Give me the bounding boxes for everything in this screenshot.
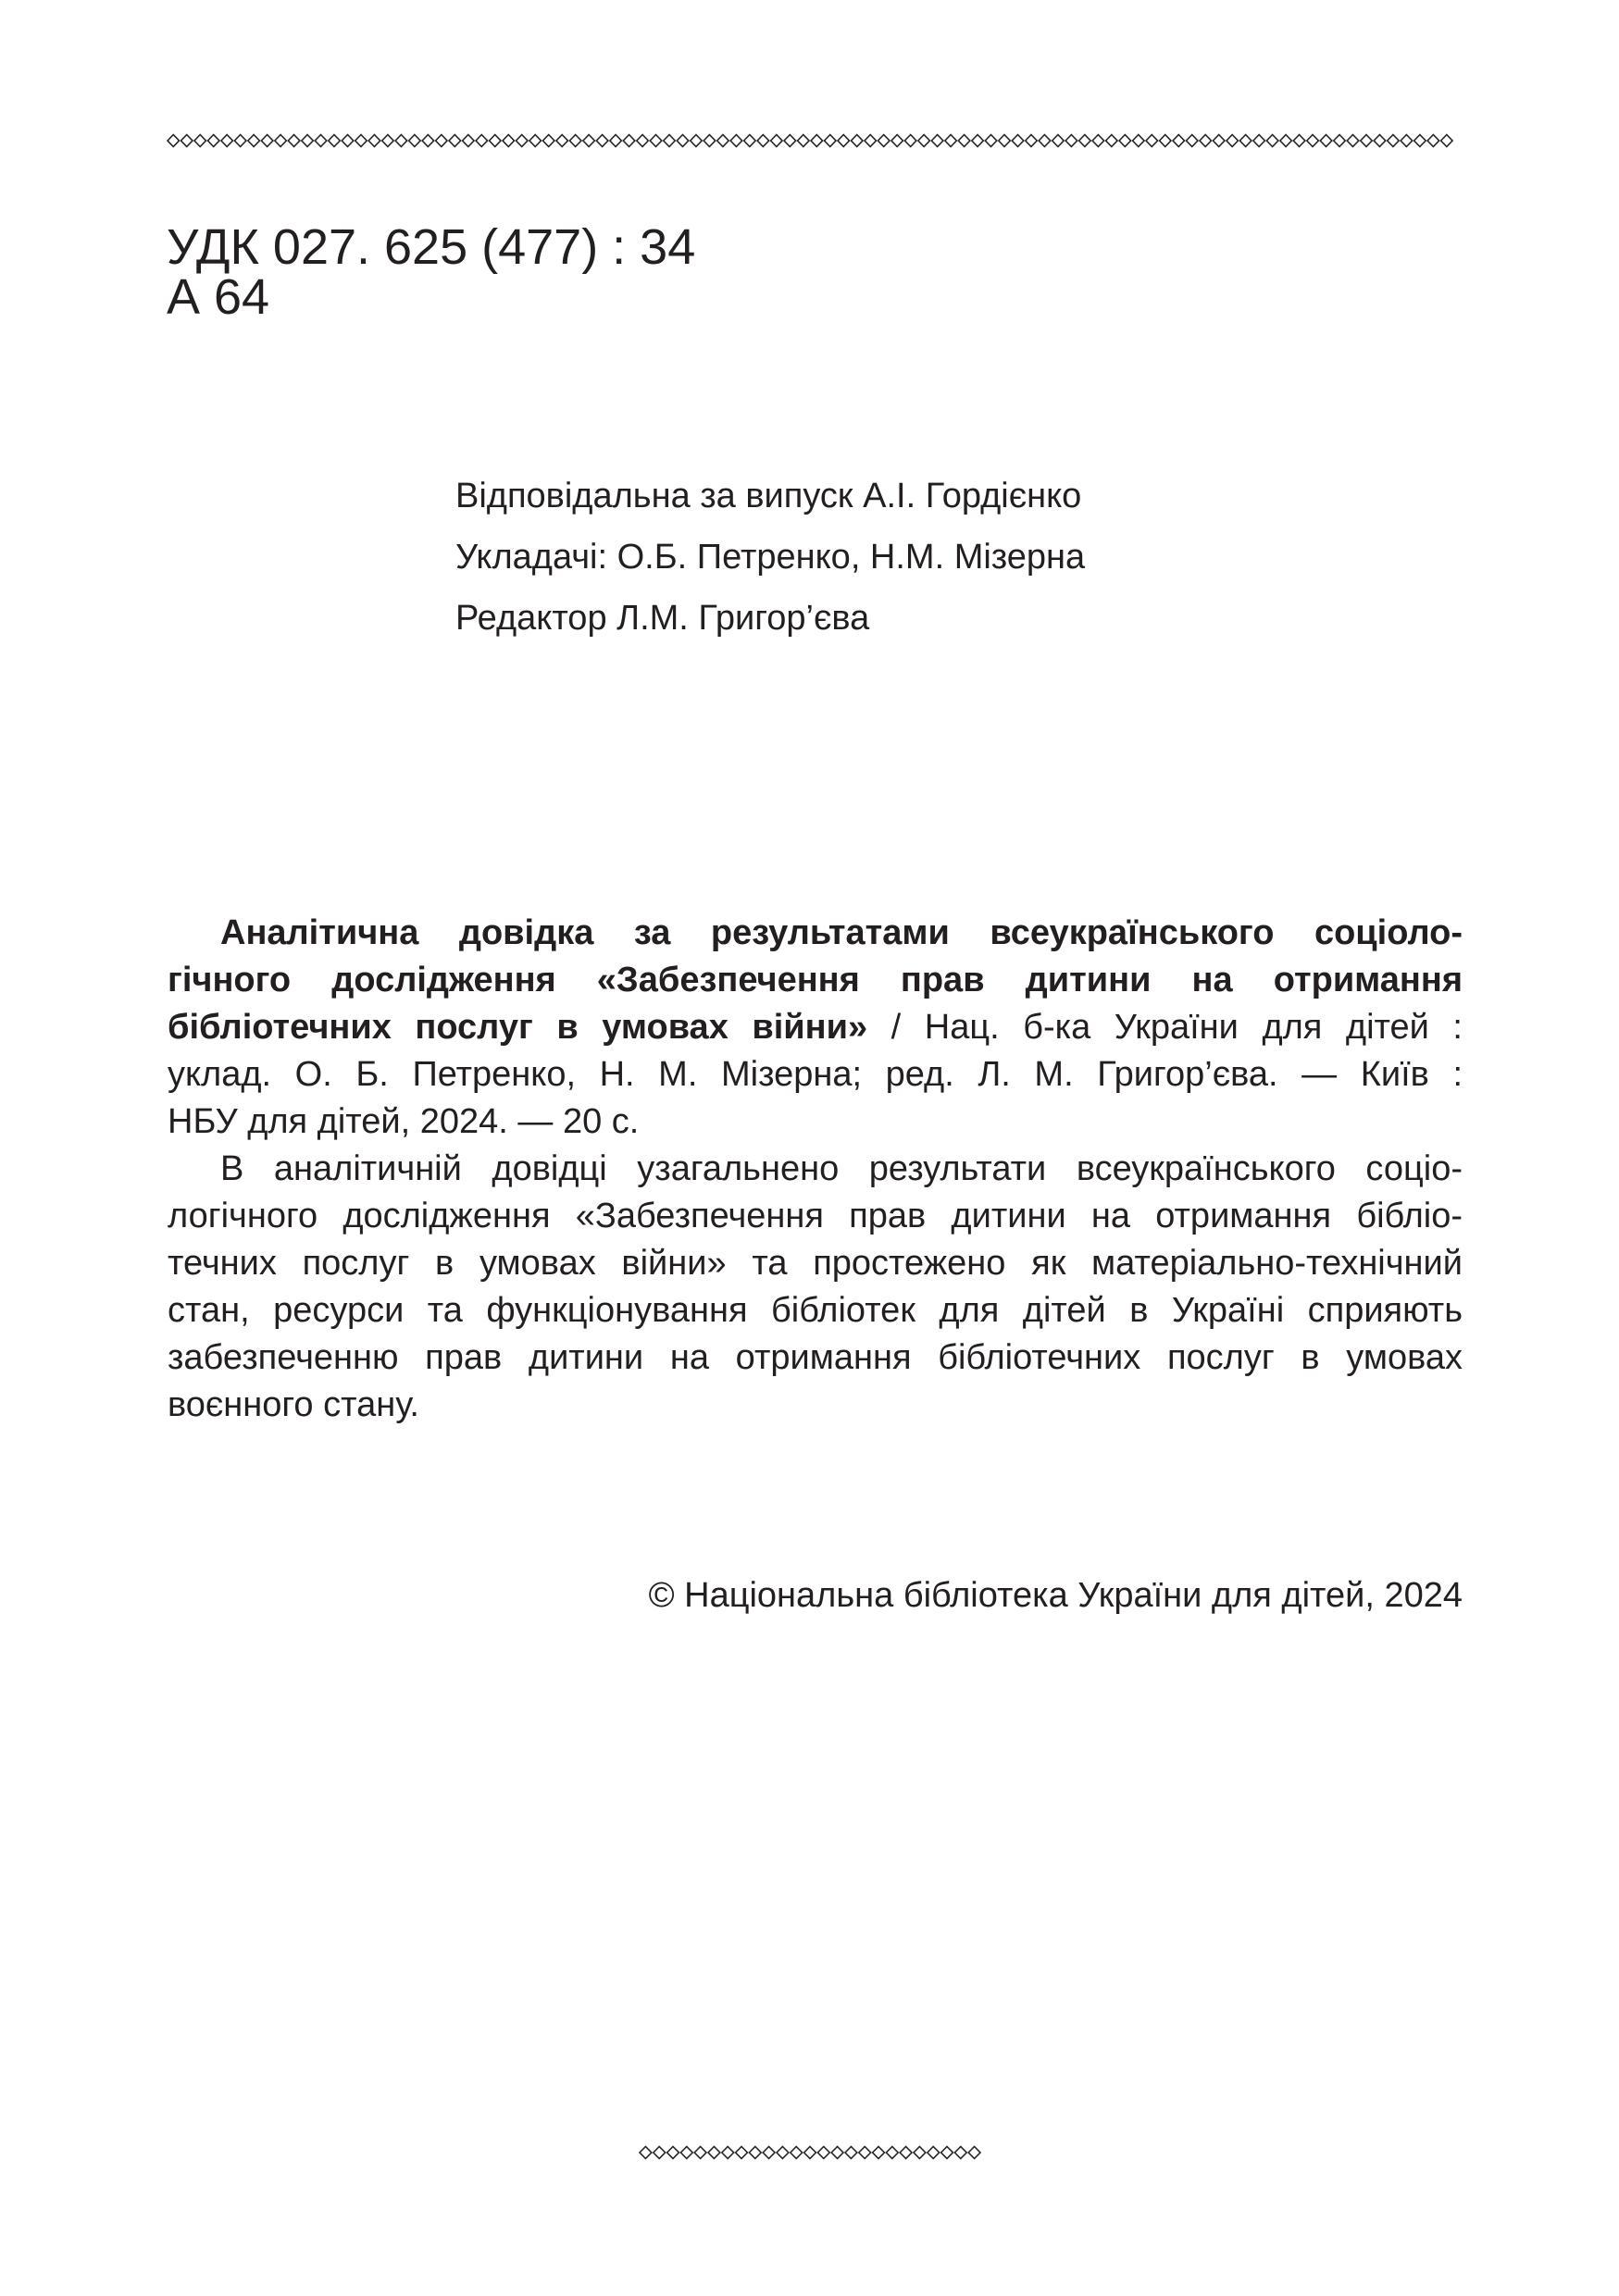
author-sign: А 64 <box>167 269 270 325</box>
copyright-notice: © Національна бібліотека України для дітей, 2024 <box>648 1576 1463 1615</box>
bottom-ornament <box>639 2141 981 2164</box>
abstract-line: воєнного стану. <box>168 1385 419 1424</box>
responsible-person: Відповідальна за випуск А.І. Гордієнко <box>455 477 1082 515</box>
editor: Редактор Л.М. Григор’єва <box>455 599 870 638</box>
bibliographic-tail: / Нац. б-ка України для дітей : <box>867 1008 1463 1047</box>
title-line: бібліотечних послуг в умовах війни» / Нац. б-ка України для дітей : <box>168 1008 1463 1047</box>
abstract-line: забезпеченню прав дитини на отримання бібліотечних послуг в умовах <box>168 1338 1463 1377</box>
title-line: гічного дослідження «Забезпечення прав дитини на отримання <box>168 961 1463 999</box>
bibliographic-annotation <box>168 910 1463 1429</box>
bibliographic-line: НБУ для дітей, 2024. — 20 с. <box>168 1102 640 1141</box>
udk-code <box>167 219 696 325</box>
credits-block <box>455 470 1085 653</box>
top-ornament <box>167 130 1453 152</box>
udk-classification: УДК 027. 625 (477) : 34 <box>167 219 696 275</box>
title-line: Аналітична довідка за результатами всеукраїнського соціоло- <box>220 913 1463 952</box>
abstract-line: логічного дослідження «Забезпечення прав дитини на отримання бібліо- <box>168 1197 1463 1235</box>
bibliographic-line: уклад. О. Б. Петренко, Н. М. Мізерна; ред. Л. М. Григор’єва. — Київ : <box>168 1055 1463 1094</box>
abstract-line: стан, ресурси та функціонування бібліотек для дітей в Україні сприяють <box>168 1291 1463 1330</box>
abstract-line: течних послуг в умовах війни» та простежено як матеріально-технічний <box>168 1244 1463 1283</box>
abstract-line: В аналітичній довідці узагальнено результати всеукраїнського соціо- <box>220 1149 1463 1188</box>
compilers: Укладачі: О.Б. Петренко, Н.М. Мізерна <box>455 538 1086 577</box>
